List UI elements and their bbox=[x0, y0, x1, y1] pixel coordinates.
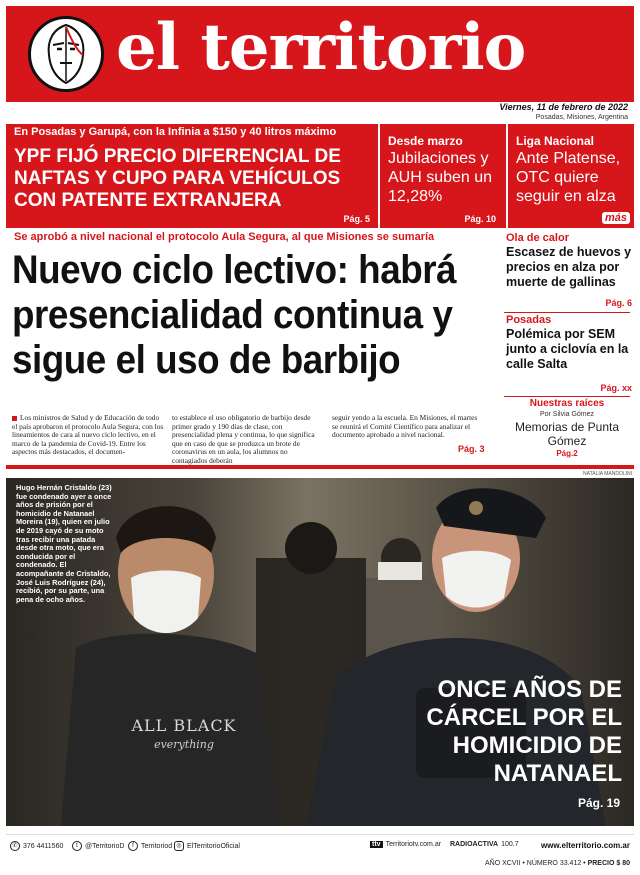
photo-headline[interactable]: ONCE AÑOS DE CÁRCEL POR EL HOMICIDIO DE NATANAEL bbox=[426, 676, 622, 787]
footer bbox=[6, 834, 634, 856]
story-kicker: En Posadas y Garupá, con la Infinia a $150 y 40 litros máximo bbox=[14, 126, 337, 138]
main-story-body bbox=[12, 413, 492, 465]
footer-label: Territoriotv.com.ar bbox=[385, 841, 442, 848]
page-reference: Pág. xx bbox=[600, 383, 632, 393]
sidebar-story-posadas[interactable] bbox=[506, 314, 634, 372]
price: PRECIO $ 80 bbox=[587, 860, 630, 867]
story-headline[interactable]: Jubilaciones y AUH suben un 12,28% bbox=[388, 150, 493, 205]
shirt-text: everything bbox=[154, 738, 214, 751]
footer-ttv[interactable] bbox=[370, 841, 441, 848]
page-reference: Pág. 6 bbox=[605, 298, 632, 308]
story-headline[interactable]: Polémica por SEM junto a ciclovía en la calle Salta bbox=[506, 327, 629, 371]
footer-label: 100.7 bbox=[501, 841, 519, 848]
footer-instagram[interactable] bbox=[174, 841, 240, 851]
footer-label: @TerritorioD bbox=[85, 842, 125, 850]
story-kicker: Desde marzo bbox=[388, 134, 463, 148]
divider bbox=[504, 396, 630, 397]
top-stories-band bbox=[6, 124, 634, 228]
story-headline[interactable]: YPF FIJÓ PRECIO DIFERENCIAL DE NAFTAS Y CUPO PARA VEHÍCULOS CON PATENTE EXTRANJERA bbox=[14, 146, 341, 211]
issue-location: Posadas, Misiones, Argentina bbox=[535, 114, 628, 121]
edition-number: NÚMERO 33.412 bbox=[526, 860, 582, 867]
column-author: Por Silvia Gómez bbox=[539, 411, 595, 418]
body-column: to establece el uso obligatorio de barbijo desde primer grado y 190 días de clase, con presencialidad plena y continua, lo que significa que en caso de que se produzca un brote de coronavirus en un aula, los alumnos no contagiados deberán bbox=[172, 413, 315, 465]
top-story-liga-nacional[interactable] bbox=[506, 124, 634, 228]
website-link[interactable]: www.elterritorio.com.ar bbox=[540, 841, 630, 850]
story-kicker: Posadas bbox=[506, 314, 552, 326]
page-reference: Pág. 10 bbox=[464, 214, 496, 224]
mas-badge: más bbox=[602, 212, 630, 224]
instagram-icon: ◎ bbox=[174, 841, 184, 851]
page-reference: Pág. 3 bbox=[458, 444, 485, 454]
page-reference: Pág. 5 bbox=[343, 214, 370, 224]
page-reference: Pág. 19 bbox=[577, 796, 620, 810]
top-story-jubilaciones[interactable] bbox=[378, 124, 504, 228]
footer-facebook[interactable] bbox=[128, 841, 172, 851]
footer-label: 376 4411560 bbox=[23, 842, 64, 850]
twitter-icon: t bbox=[72, 841, 82, 851]
edition-info: AÑO XCVII • NÚMERO 33.412 • PRECIO $ 80 bbox=[485, 860, 630, 867]
sidebar-story-ola-de-calor[interactable] bbox=[506, 232, 634, 290]
divider bbox=[504, 312, 630, 313]
body-column: Los ministros de Salud y de Educación de todo el país aprobaron el protocolo Aula Segura, con los lineamientos de cara al nuevo ciclo lectivo, en el marco de la pandemia de Covid-19. Entre los aspectos más destacados, el documen- bbox=[12, 413, 164, 456]
masthead bbox=[6, 6, 634, 102]
lead-photo[interactable] bbox=[6, 478, 634, 826]
footer-label: ElTerritorioOficial bbox=[187, 842, 240, 850]
column-title[interactable]: Memorias de Punta Gómez bbox=[514, 420, 620, 448]
newspaper-logo-icon bbox=[28, 16, 104, 92]
main-story-kicker: Se aprobó a nivel nacional el protocolo Aula Segura, al que Misiones se sumaría bbox=[14, 231, 435, 243]
ttv-icon: ttv bbox=[372, 841, 381, 848]
story-headline[interactable]: Ante Platense, OTC quiere seguir en alza bbox=[516, 150, 621, 205]
edition-year: AÑO XCVII bbox=[485, 860, 521, 867]
top-story-ypf[interactable] bbox=[6, 124, 376, 228]
footer-radio[interactable] bbox=[450, 841, 519, 848]
whatsapp-icon: ✆ bbox=[10, 841, 20, 851]
story-kicker: Liga Nacional bbox=[516, 134, 595, 148]
main-story-headline[interactable]: Nuevo ciclo lectivo: habrá presencialidad continua y sigue el uso de barbijo bbox=[12, 248, 457, 382]
footer-twitter[interactable] bbox=[72, 841, 124, 851]
photo-caption: Hugo Hernán Cristaldo (23) fue condenado ayer a once años de prisión por el homicidio de Natanael Moreira (19), quien en julio de 2019 cayó de su moto tras recibir una patada desde otra moto, que era conducida por el condenado. El acompañante de Cristaldo, José Luis Rodríguez (24), recibió, por su parte, una pena de ocho años. bbox=[16, 483, 112, 604]
shirt-text: ALL BLACK bbox=[131, 716, 237, 735]
photo-credit: NATALIA MANDOLINI bbox=[583, 471, 632, 477]
story-headline[interactable]: Escasez de huevos y precios en alza por muerte de gallinas bbox=[506, 245, 632, 289]
footer-whatsapp[interactable] bbox=[10, 841, 63, 851]
newspaper-title: el territorio bbox=[116, 10, 526, 85]
sidebar-stories bbox=[500, 228, 634, 464]
story-kicker: Ola de calor bbox=[506, 232, 569, 244]
column-kicker: Nuestras raíces bbox=[529, 398, 605, 409]
issue-date: Viernes, 11 de febrero de 2022 bbox=[499, 102, 628, 112]
radio-icon: RADIOACTIVA bbox=[450, 841, 499, 848]
footer-label: Territoriod bbox=[141, 842, 173, 850]
section-divider bbox=[6, 465, 634, 469]
body-column: seguir yendo a la escuela. En Misiones, el martes se reunirá el Comité Científico para analizar el documento aprobado a nivel nacional. bbox=[332, 413, 478, 439]
facebook-icon: f bbox=[128, 841, 138, 851]
page-reference: Pág.2 bbox=[556, 449, 578, 458]
